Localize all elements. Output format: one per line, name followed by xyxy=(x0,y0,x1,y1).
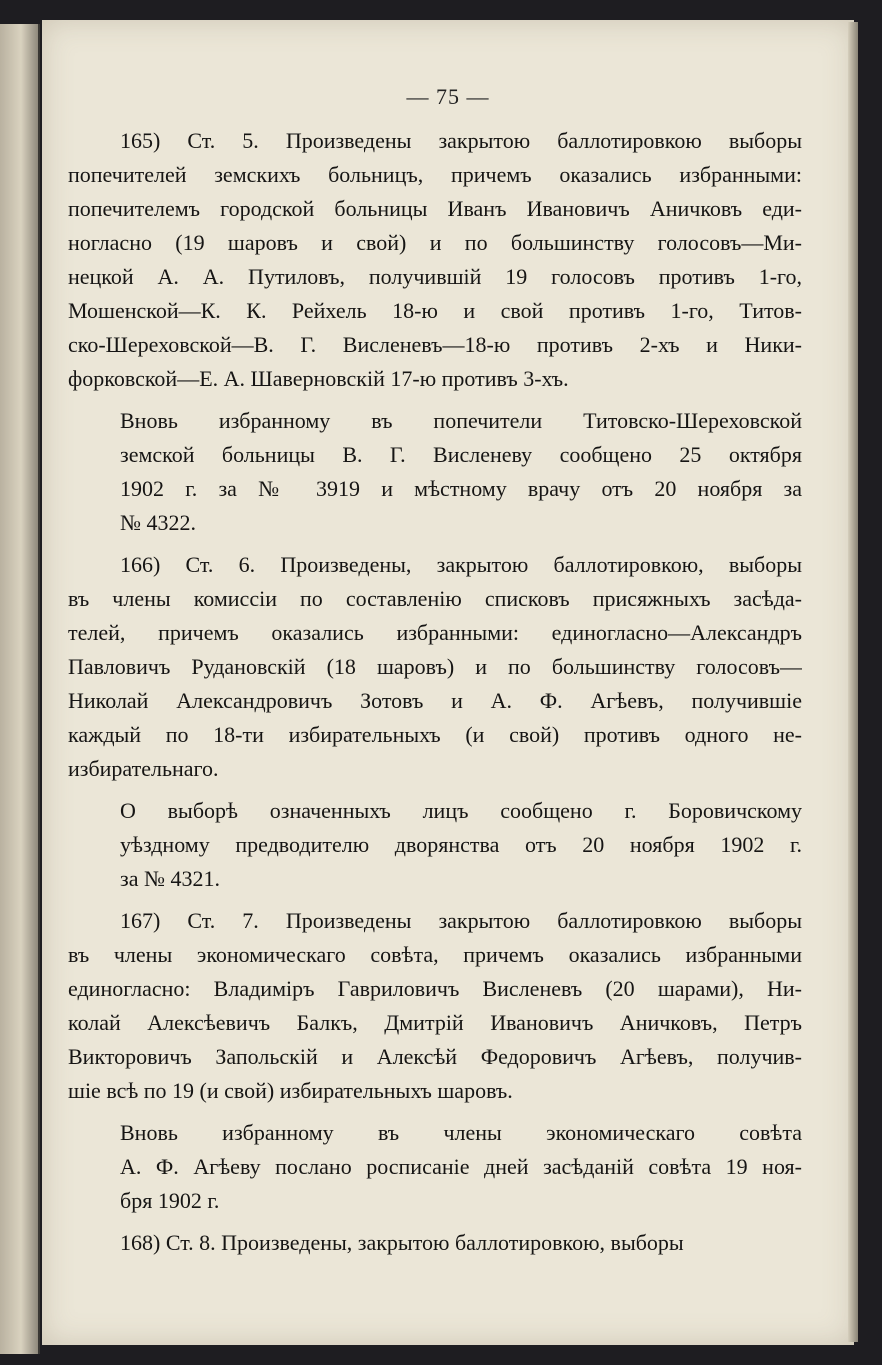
text-line: 166) Ст. 6. Произведены, закрытою баллотировкою, выборы xyxy=(120,552,802,577)
text-line: № 4322. xyxy=(120,510,196,535)
text-line: въ члены экономическаго совѣта, причемъ оказались избранными xyxy=(68,942,802,967)
paragraph-gap xyxy=(68,1108,802,1116)
text-line: бря 1902 г. xyxy=(120,1188,220,1213)
text-line: Вновь избранному въ попечители Титовско-Шереховской xyxy=(120,408,802,433)
text-line: попечителей земскихъ больницъ, причемъ оказались избранными: xyxy=(68,162,802,187)
notification-note xyxy=(68,404,802,540)
text-line: 167) Ст. 7. Произведены закрытою баллотировкою выборы xyxy=(120,908,802,933)
notification-note xyxy=(68,1116,802,1218)
book-page xyxy=(42,20,854,1345)
text-line: 1902 г. за № 3919 и мѣстному врачу отъ 20 ноября за xyxy=(120,476,802,501)
text-line: ско-Шереховской—В. Г. Висленевъ—18-ю противъ 2-хъ и Ники- xyxy=(68,332,802,357)
text-line: Вновь избранному въ члены экономическаго совѣта xyxy=(120,1120,802,1145)
text-line: телей, причемъ оказались избранными: единогласно—Александръ xyxy=(68,620,802,645)
paragraph-gap xyxy=(68,1218,802,1226)
text-line: единогласно: Владиміръ Гавриловичъ Висленевъ (20 шарами), Ни- xyxy=(68,976,802,1001)
text-line: Мошенской—К. К. Рейхель 18-ю и свой противъ 1-го, Титов- xyxy=(68,298,802,323)
notification-note xyxy=(68,794,802,896)
numbered-paragraph xyxy=(68,1226,802,1260)
text-line: Викторовичъ Запольскій и Алексѣй Федоровичъ Агѣевъ, получив- xyxy=(68,1044,802,1069)
paragraph-gap xyxy=(68,540,802,548)
text-line: Николай Александровичъ Зотовъ и А. Ф. Агѣевъ, получившіе xyxy=(68,688,802,713)
text-line: шіе всѣ по 19 (и свой) избирательныхъ шаровъ. xyxy=(68,1078,513,1103)
page-right-edge xyxy=(848,22,858,1342)
text-line: О выборѣ означенныхъ лицъ сообщено г. Боровичскому xyxy=(120,798,802,823)
text-line: колай Алексѣевичъ Балкъ, Дмитрій Ивановичъ Аничковъ, Петръ xyxy=(68,1010,802,1035)
text-line: А. Ф. Агѣеву послано росписаніе дней засѣданій совѣта 19 ноя- xyxy=(120,1154,802,1179)
text-line: форковской—Е. А. Шаверновскій 17-ю противъ 3-хъ. xyxy=(68,366,569,391)
text-line: Павловичъ Рудановскій (18 шаровъ) и по большинству голосовъ— xyxy=(68,654,802,679)
text-line: 168) Ст. 8. Произведены, закрытою баллотировкою, выборы xyxy=(120,1230,684,1255)
numbered-paragraph xyxy=(68,124,802,396)
text-line: за № 4321. xyxy=(120,866,220,891)
text-line: каждый по 18-ти избирательныхъ (и свой) противъ одного не- xyxy=(68,722,802,747)
paragraph-gap xyxy=(68,896,802,904)
page-number: — 75 — xyxy=(406,84,490,109)
page-text xyxy=(68,124,802,1260)
paragraph-gap xyxy=(68,396,802,404)
numbered-paragraph xyxy=(68,904,802,1108)
text-line: 165) Ст. 5. Произведены закрытою баллотировкою выборы xyxy=(120,128,802,153)
numbered-paragraph xyxy=(68,548,802,786)
text-line: уѣздному предводителю дворянства отъ 20 ноября 1902 г. xyxy=(120,832,802,857)
text-line: земской больницы В. Г. Висленеву сообщено 25 октября xyxy=(120,442,802,467)
text-line: ногласно (19 шаровъ и свой) и по большинству голосовъ—Ми- xyxy=(68,230,802,255)
adjacent-page-edge xyxy=(0,24,40,1354)
text-line: въ члены комиссіи по составленію списковъ присяжныхъ засѣда- xyxy=(68,586,802,611)
paragraph-gap xyxy=(68,786,802,794)
text-line: избирательнаго. xyxy=(68,756,219,781)
text-line: попечителемъ городской больницы Иванъ Ивановичъ Аничковъ еди- xyxy=(68,196,802,221)
text-line: нецкой А. А. Путиловъ, получившій 19 голосовъ противъ 1-го, xyxy=(68,264,802,289)
